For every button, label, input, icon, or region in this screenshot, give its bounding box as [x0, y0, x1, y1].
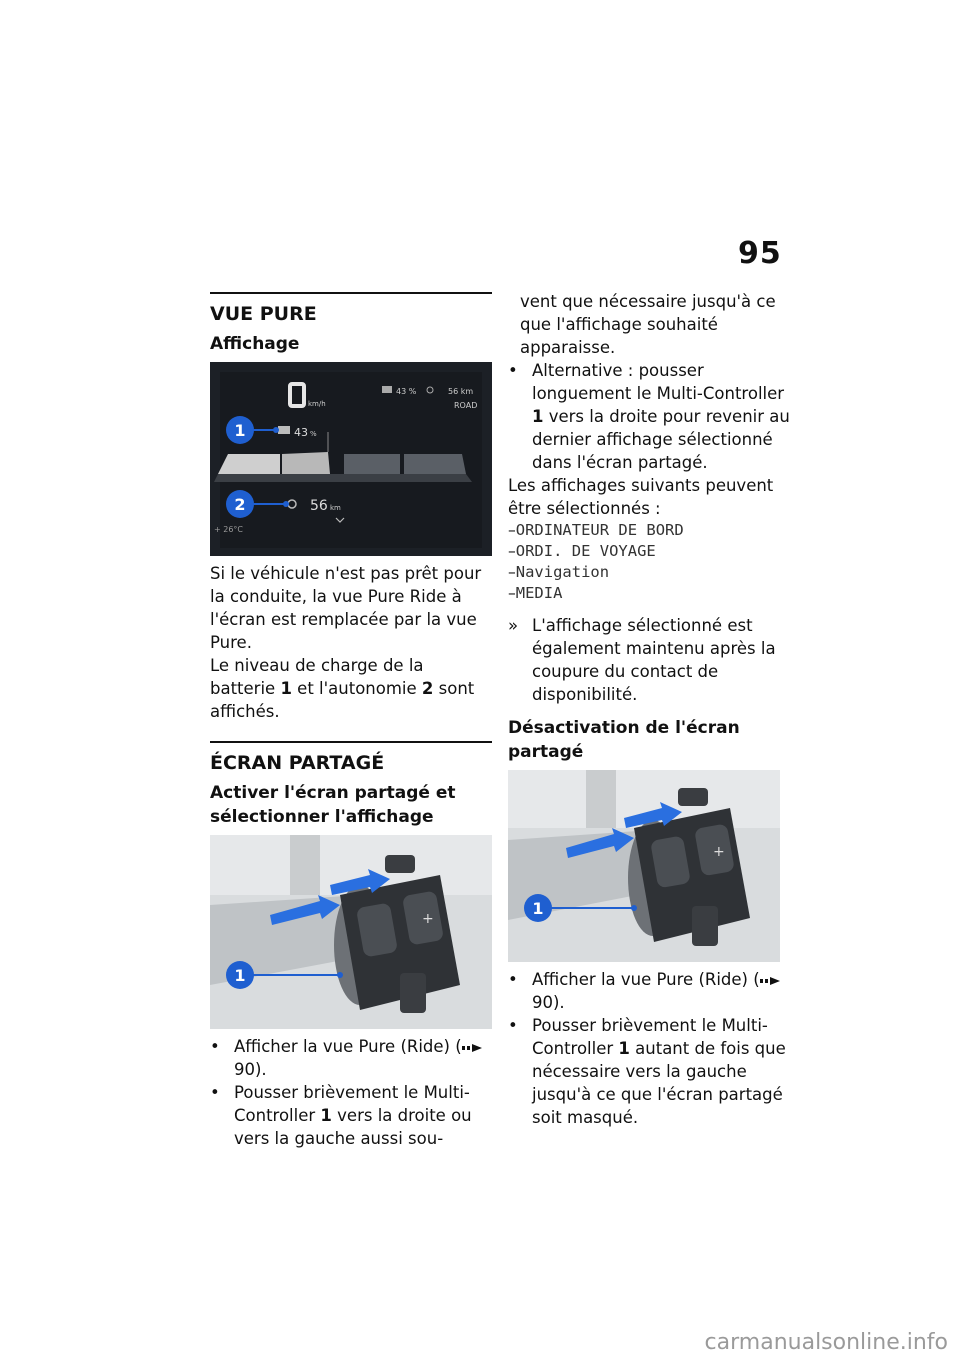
- battery-icon: [278, 426, 290, 434]
- para-pure-view: Si le véhicule n'est pas prêt pour la conduite, la vue Pure Ride à l'écran est remplacée par la vue Pure.: [210, 564, 482, 652]
- bullet-afficher-pure: • Afficher la vue Pure (Ride) (90).: [210, 1035, 492, 1081]
- list-item: –ORDI. DE VOYAGE: [508, 542, 656, 560]
- subtitle-desactivation: Désactivation de l'écran partagé: [508, 718, 740, 762]
- list-item: –ORDINATEUR DE BORD: [508, 521, 684, 539]
- right-column: [508, 290, 790, 1129]
- subtitle-activer: Activer l'écran partagé et sélectionner l'affichage: [210, 783, 456, 827]
- svg-text:+: +: [422, 911, 434, 927]
- bullet-afficher-pure: • Afficher la vue Pure (Ride) (90).: [508, 968, 790, 1014]
- speed-unit: km/h: [308, 400, 326, 408]
- svg-text:2: 2: [234, 495, 246, 514]
- section-title-ecran-partage: ÉCRAN PARTAGÉ: [210, 752, 385, 774]
- section-rule: [210, 741, 492, 743]
- para-list-intro: Les affichages suivants peuvent être sélectionnés :: [508, 476, 774, 518]
- range-unit: km: [330, 504, 341, 512]
- watermark: carmanualsonline.info: [704, 1330, 948, 1355]
- page-reference-icon: [462, 1043, 484, 1053]
- page-number: 95: [738, 236, 782, 271]
- page-reference-icon: [760, 976, 782, 986]
- riding-mode: ROAD: [454, 401, 478, 410]
- bullet-alternative: • Alternative : pousser longuement le Multi-Controller 1 vers la droite pour revenir au dernier affichage sélectionné dans l'écran partagé.: [508, 361, 790, 472]
- figure-multicontroller-right: [508, 770, 780, 962]
- section-rule: [210, 292, 492, 294]
- figure-multicontroller-left: [210, 835, 492, 1029]
- svg-text:1: 1: [234, 421, 246, 440]
- result-note: » L'affichage sélectionné est également maintenu après la coupure du contact de disponibilité.: [508, 616, 776, 704]
- figure-pure-display: [210, 362, 492, 556]
- bullet-pousser: • Pousser brièvement le Multi-Controller 1 vers la droite ou vers la gauche aussi sou-: [210, 1083, 472, 1148]
- svg-text:+: +: [713, 844, 725, 860]
- para-continuation: vent que nécessaire jusqu'à ce que l'affichage souhaité apparaisse.: [520, 292, 776, 357]
- battery-unit: %: [310, 430, 317, 438]
- range-value: 56: [310, 498, 328, 514]
- bullet-pousser: • Pousser brièvement le Multi-Controller 1 autant de fois que nécessaire vers la gauche jusqu'à ce que l'écran partagé soit masqué.: [508, 1016, 786, 1127]
- left-column: [210, 292, 492, 1150]
- battery-small-icon: [382, 386, 392, 393]
- list-item: –MEDIA: [508, 584, 563, 602]
- list-item: –Navigation: [508, 563, 610, 581]
- para-battery-range: Le niveau de charge de la batterie 1 et l'autonomie 2 sont affichés.: [210, 656, 475, 721]
- svg-text:1: 1: [532, 899, 544, 918]
- battery-value: 43: [294, 426, 308, 439]
- svg-text:1: 1: [234, 966, 246, 985]
- handlebar-illustration: [210, 835, 492, 1029]
- temperature: + 26°C: [214, 525, 244, 534]
- tft-display-illustration: [210, 362, 492, 556]
- top-range: 56 km: [448, 387, 474, 396]
- subtitle-affichage: Affichage: [210, 334, 300, 354]
- section-title-vue-pure: VUE PURE: [210, 303, 317, 325]
- top-battery: 43 %: [396, 387, 417, 396]
- handlebar-illustration: [508, 770, 780, 962]
